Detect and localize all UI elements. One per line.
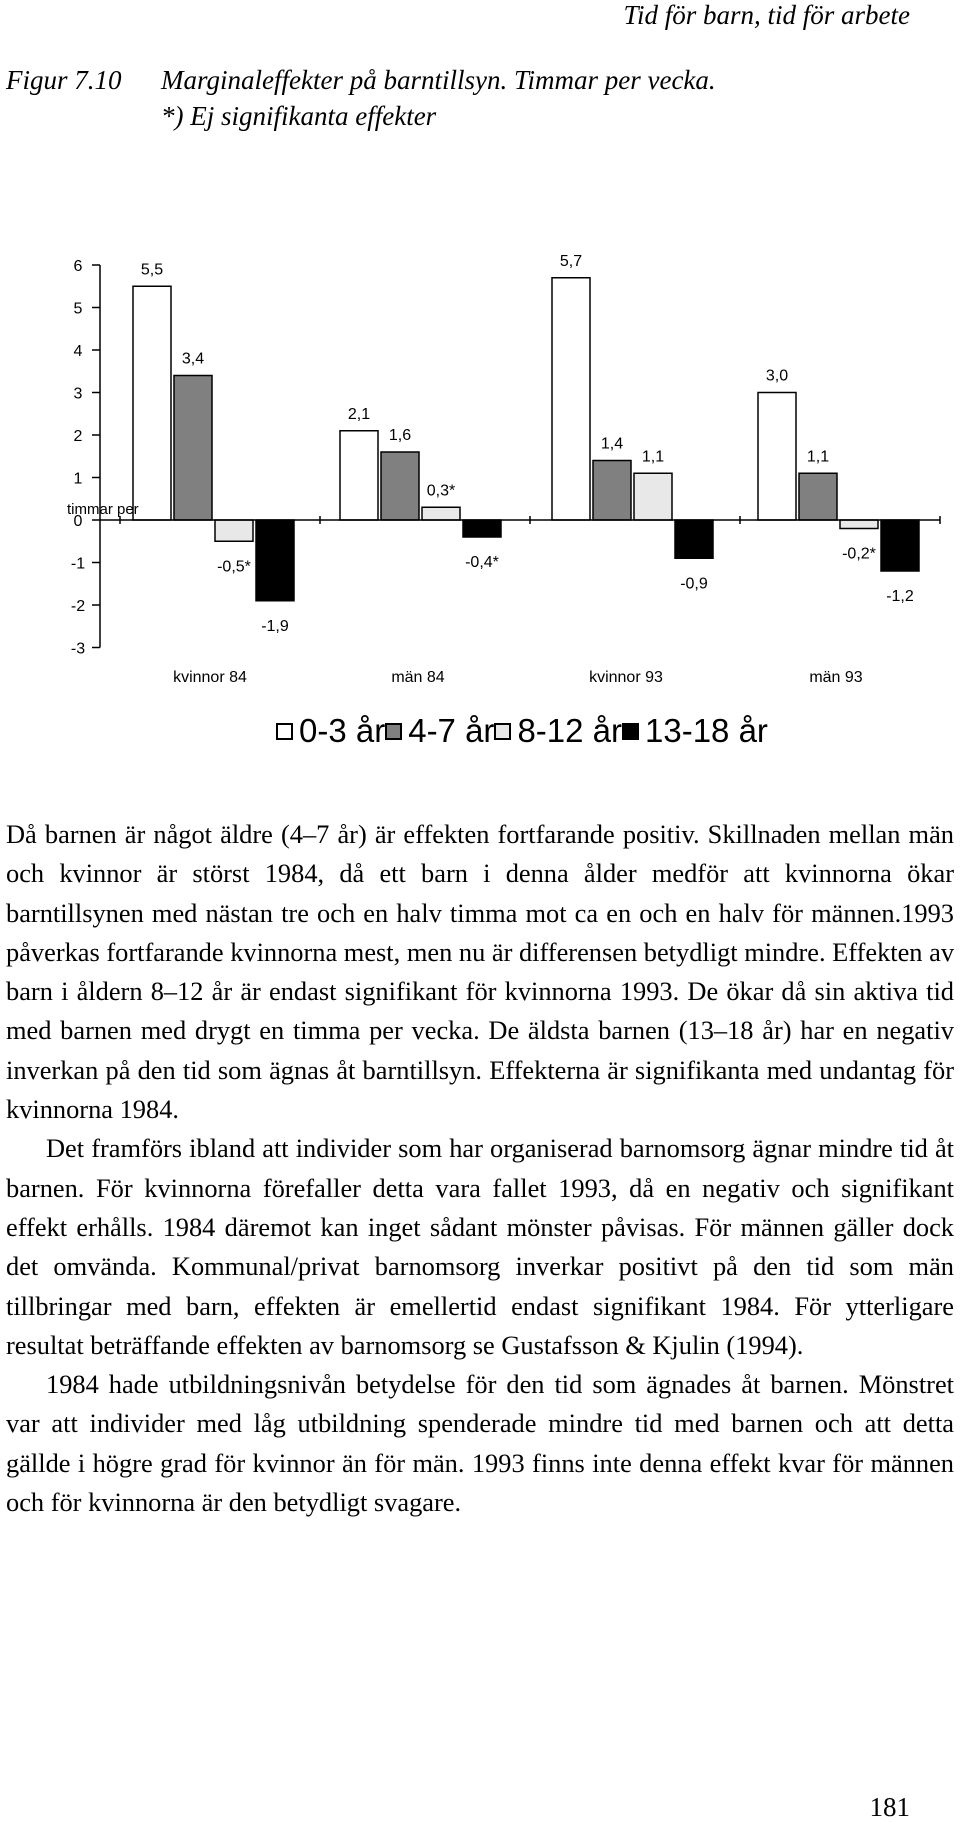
bar bbox=[174, 376, 212, 521]
y-tick-label: 2 bbox=[73, 428, 83, 445]
bar bbox=[799, 473, 837, 520]
category-label: män 93 bbox=[809, 669, 863, 686]
legend-item bbox=[622, 712, 768, 750]
y-tick-label: 0 bbox=[73, 513, 83, 530]
bar bbox=[256, 520, 294, 601]
bar bbox=[552, 278, 590, 520]
legend-swatch bbox=[622, 723, 639, 740]
bar bbox=[215, 520, 253, 541]
bar bbox=[593, 461, 631, 521]
y-tick-label: -3 bbox=[70, 640, 86, 658]
legend-label: 8-12 år bbox=[517, 712, 622, 749]
legend-item bbox=[276, 712, 385, 750]
bar bbox=[133, 286, 171, 520]
y-tick-label: -2 bbox=[70, 598, 86, 615]
paragraph: Det framförs ibland att individer som har organiserad barnomsorg ägnar mindre tid åt barnen. För kvinnorna förefaller detta vara fallet 1993, då en negativ och signifikant effekt erhålls. 1984 däremot kan inget sådant mönster påvisas. För männen gäller dock det omvända. Kommunal/privat barnomsorg inverkar positivt på den tid som män tillbringar med barn, effekten är emellertid endast signifikant 1984. För ytterligare resultat beträffande effekten av barnomsorg se Gustafsson & Kjulin (1994). bbox=[6, 1133, 954, 1360]
category-label: män 84 bbox=[391, 669, 445, 686]
category-label: kvinnor 84 bbox=[173, 669, 247, 686]
data-label: -0,5* bbox=[217, 558, 251, 576]
figure-label: Figur 7.10 bbox=[6, 65, 122, 95]
legend-label: 13-18 år bbox=[645, 712, 768, 749]
y-tick-label: 3 bbox=[73, 385, 83, 403]
y-axis-label: timmar per bbox=[67, 501, 139, 518]
y-tick-label: 1 bbox=[73, 470, 83, 488]
data-label: 0,3* bbox=[426, 482, 456, 500]
bar bbox=[881, 520, 919, 571]
bar bbox=[758, 393, 796, 521]
y-axis-ticks bbox=[71, 258, 100, 658]
body-text bbox=[6, 815, 954, 1522]
legend-swatch bbox=[385, 723, 402, 740]
data-label: 1,1 bbox=[806, 448, 830, 466]
bar bbox=[634, 473, 672, 520]
bar bbox=[340, 431, 378, 520]
data-label: -0,2* bbox=[842, 545, 876, 563]
paragraph: 1984 hade utbildningsnivån betydelse för den tid som ägnades åt barnen. Mönstret var att individer med låg utbildning spenderade mindre tid med barnen och att detta gällde i högre grad för kvinnor än för män. 1993 finns inte denna effekt kvar för männen och för kvinnorna är den betydligt svagare. bbox=[6, 1369, 954, 1518]
bar bbox=[840, 520, 878, 529]
y-tick-label: 6 bbox=[73, 258, 83, 275]
bars bbox=[133, 278, 919, 601]
legend-item bbox=[494, 712, 622, 750]
bar bbox=[422, 507, 460, 520]
y-tick-label: 5 bbox=[73, 300, 83, 318]
page-number: 181 bbox=[869, 1792, 910, 1822]
data-label: 1,6 bbox=[388, 427, 412, 444]
category-label: kvinnor 93 bbox=[589, 669, 663, 686]
data-label: -1,9 bbox=[261, 617, 289, 635]
legend-label: 4-7 år bbox=[408, 712, 495, 749]
data-label: -1,2 bbox=[886, 588, 914, 605]
bar-chart bbox=[0, 200, 960, 690]
figure-note: *) Ej signifikanta effekter bbox=[161, 101, 437, 131]
y-tick-label: -1 bbox=[70, 555, 86, 573]
data-label: 3,4 bbox=[181, 350, 205, 368]
category-labels bbox=[173, 669, 863, 686]
legend-label: 0-3 år bbox=[299, 712, 386, 749]
legend-swatch bbox=[276, 723, 293, 740]
bar bbox=[463, 520, 501, 537]
legend-item bbox=[385, 712, 494, 750]
data-label: 5,7 bbox=[559, 252, 583, 270]
y-tick-label: 4 bbox=[73, 343, 83, 360]
paragraph: Då barnen är något äldre (4–7 år) är effekten fortfarande positiv. Skillnaden mellan män och kvinnor är störst 1984, då ett barn i denna ålder medför att kvinnorna ökar barntillsynen med nästan tre och en halv timma mot ca en och en halv för männen.1993 påverkas fortfarande kvinnorna mest, men nu är differensen betydligt mindre. Effekten av barn i åldern 8–12 år är endast signifikant för kvinnorna 1993. De ökar då sin aktiva tid med barnen med drygt en timma per vecka. De äldsta barnen (13–18 år) har en negativ inverkan på den tid som ägnas åt barntillsyn. Effekterna är signifikanta med undantag för kvinnorna 1984. bbox=[6, 819, 955, 1125]
data-label: 2,1 bbox=[347, 405, 371, 423]
bar bbox=[381, 452, 419, 520]
data-label: 5,5 bbox=[140, 261, 164, 279]
running-header: Tid för barn, tid för arbete bbox=[623, 0, 910, 30]
data-label: -0,4* bbox=[465, 554, 499, 571]
data-label: 1,1 bbox=[641, 448, 665, 466]
figure-caption bbox=[6, 62, 716, 134]
bar bbox=[675, 520, 713, 558]
data-label: -0,9 bbox=[680, 575, 708, 593]
legend-swatch bbox=[494, 723, 511, 740]
data-label: 1,4 bbox=[600, 435, 624, 453]
data-label: 3,0 bbox=[765, 367, 789, 385]
figure-title: Marginaleffekter på barntillsyn. Timmar per vecka. bbox=[161, 65, 716, 95]
chart-legend bbox=[276, 712, 768, 750]
